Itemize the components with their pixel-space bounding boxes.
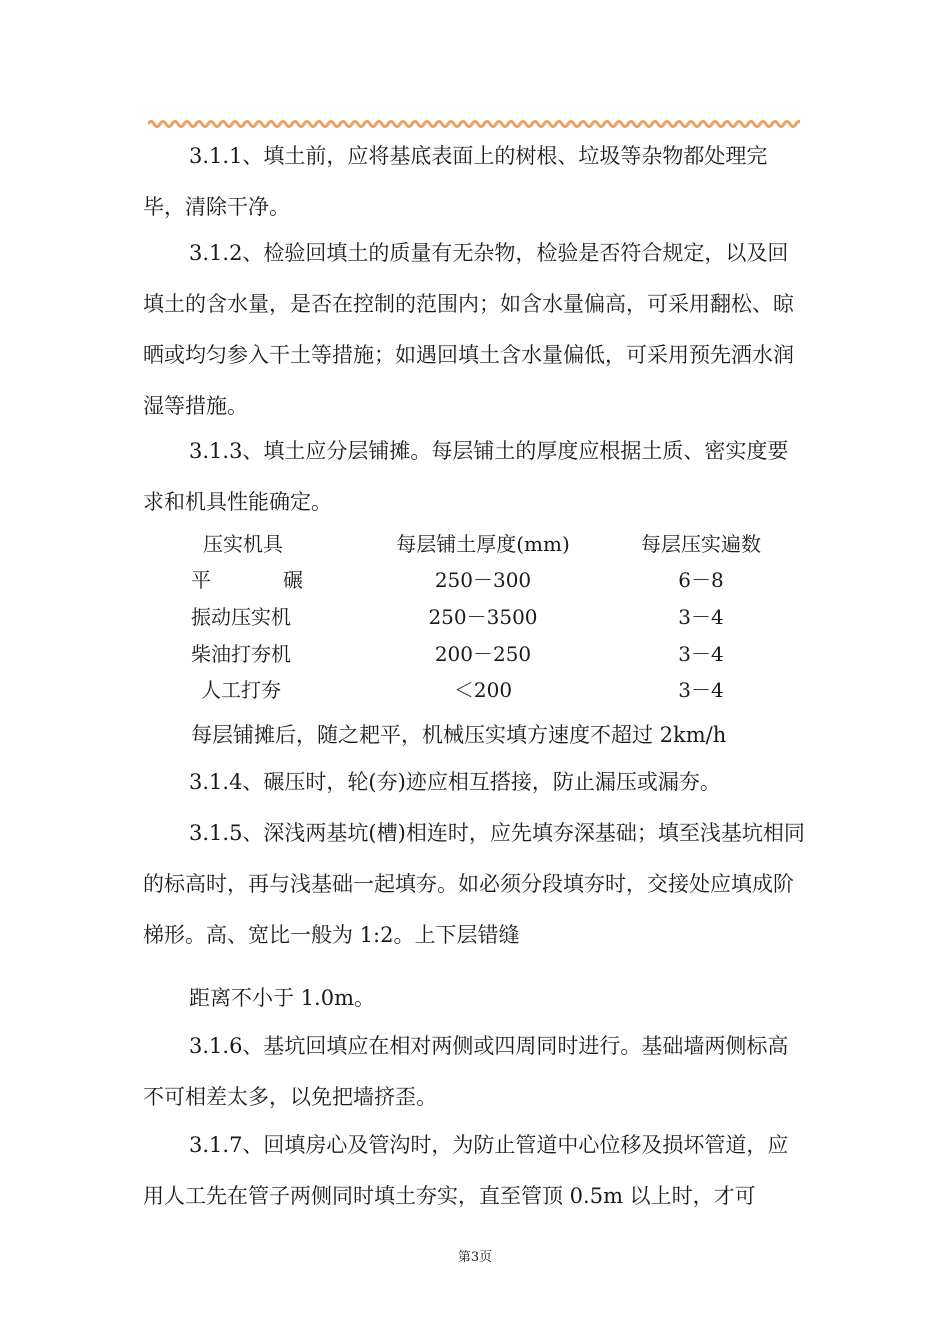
- header-thickness: 每层铺土厚度(mm): [396, 532, 570, 556]
- table-row: [143, 636, 807, 672]
- paragraph-3-1-5: 3.1.5、深浅两基坑(槽)相连时，应先填夯深基础；填至浅基坑相同的标高时，再与浅基础一起填夯。如必须分段填夯时，交接处应填成阶梯形。高、宽比一般为 1:2。上下层错缝: [143, 821, 805, 947]
- paragraph-3-1-1: 3.1.1、填土前，应将基底表面上的树根、垃圾等杂物都处理完毕，清除干净。: [143, 144, 768, 219]
- paragraph-3-1-7: 3.1.7、回填房心及管沟时，为防止管道中心位移及损坏管道，应用人工先在管子两侧同时填土夯实，直至管顶 0.5m 以上时，才可: [143, 1133, 789, 1208]
- thickness-cell: 200－250: [434, 642, 532, 666]
- thickness-cell: ＜200: [453, 678, 513, 702]
- header-tool: 压实机具: [203, 532, 283, 556]
- paragraph-3-1-2: 3.1.2、检验回填土的质量有无杂物，检验是否符合规定，以及回填土的含水量，是否在控制的范围内；如含水量偏高，可采用翻松、晾晒或均匀参入干土等措施；如遇回填土含水量偏低，可采用预先洒水润湿等措施。: [143, 241, 794, 418]
- paragraph-3-1-4: 3.1.4、碾压时，轮(夯)迹应相互搭接，防止漏压或漏夯。: [189, 770, 721, 794]
- speed-note: 每层铺摊后，随之耙平，机械压实填方速度不超过 2km/h: [191, 723, 727, 747]
- table-row: [143, 672, 807, 708]
- tool-char: 平: [191, 568, 211, 592]
- table-header-row: [143, 526, 807, 562]
- decorative-wave-divider: [148, 117, 800, 131]
- tool-cell: 振动压实机: [191, 605, 291, 629]
- table-row: [143, 599, 807, 635]
- tool-cell: [191, 562, 303, 598]
- header-passes: 每层压实遍数: [641, 532, 761, 556]
- paragraph-3-1-3: 3.1.3、填土应分层铺摊。每层铺土的厚度应根据土质、密实度要求和机具性能确定。: [143, 439, 789, 514]
- tool-cell: 柴油打夯机: [191, 642, 291, 666]
- tool-char: 碾: [283, 568, 303, 592]
- passes-cell: 3－4: [678, 605, 724, 629]
- thickness-cell: 250－3500: [428, 605, 538, 629]
- thickness-cell: 250－300: [434, 568, 532, 592]
- table-row: [143, 562, 807, 598]
- passes-cell: 3－4: [678, 642, 724, 666]
- page-number: 第3页: [457, 1250, 493, 1265]
- tool-cell: 人工打夯: [201, 678, 281, 702]
- passes-cell: 3－4: [678, 678, 724, 702]
- paragraph-3-1-5-continued: 距离不小于 1.0m。: [189, 986, 375, 1010]
- passes-cell: 6－8: [678, 568, 724, 592]
- paragraph-3-1-6: 3.1.6、基坑回填应在相对两侧或四周同时进行。基础墙两侧标高不可相差太多，以免把墙挤歪。: [143, 1034, 789, 1109]
